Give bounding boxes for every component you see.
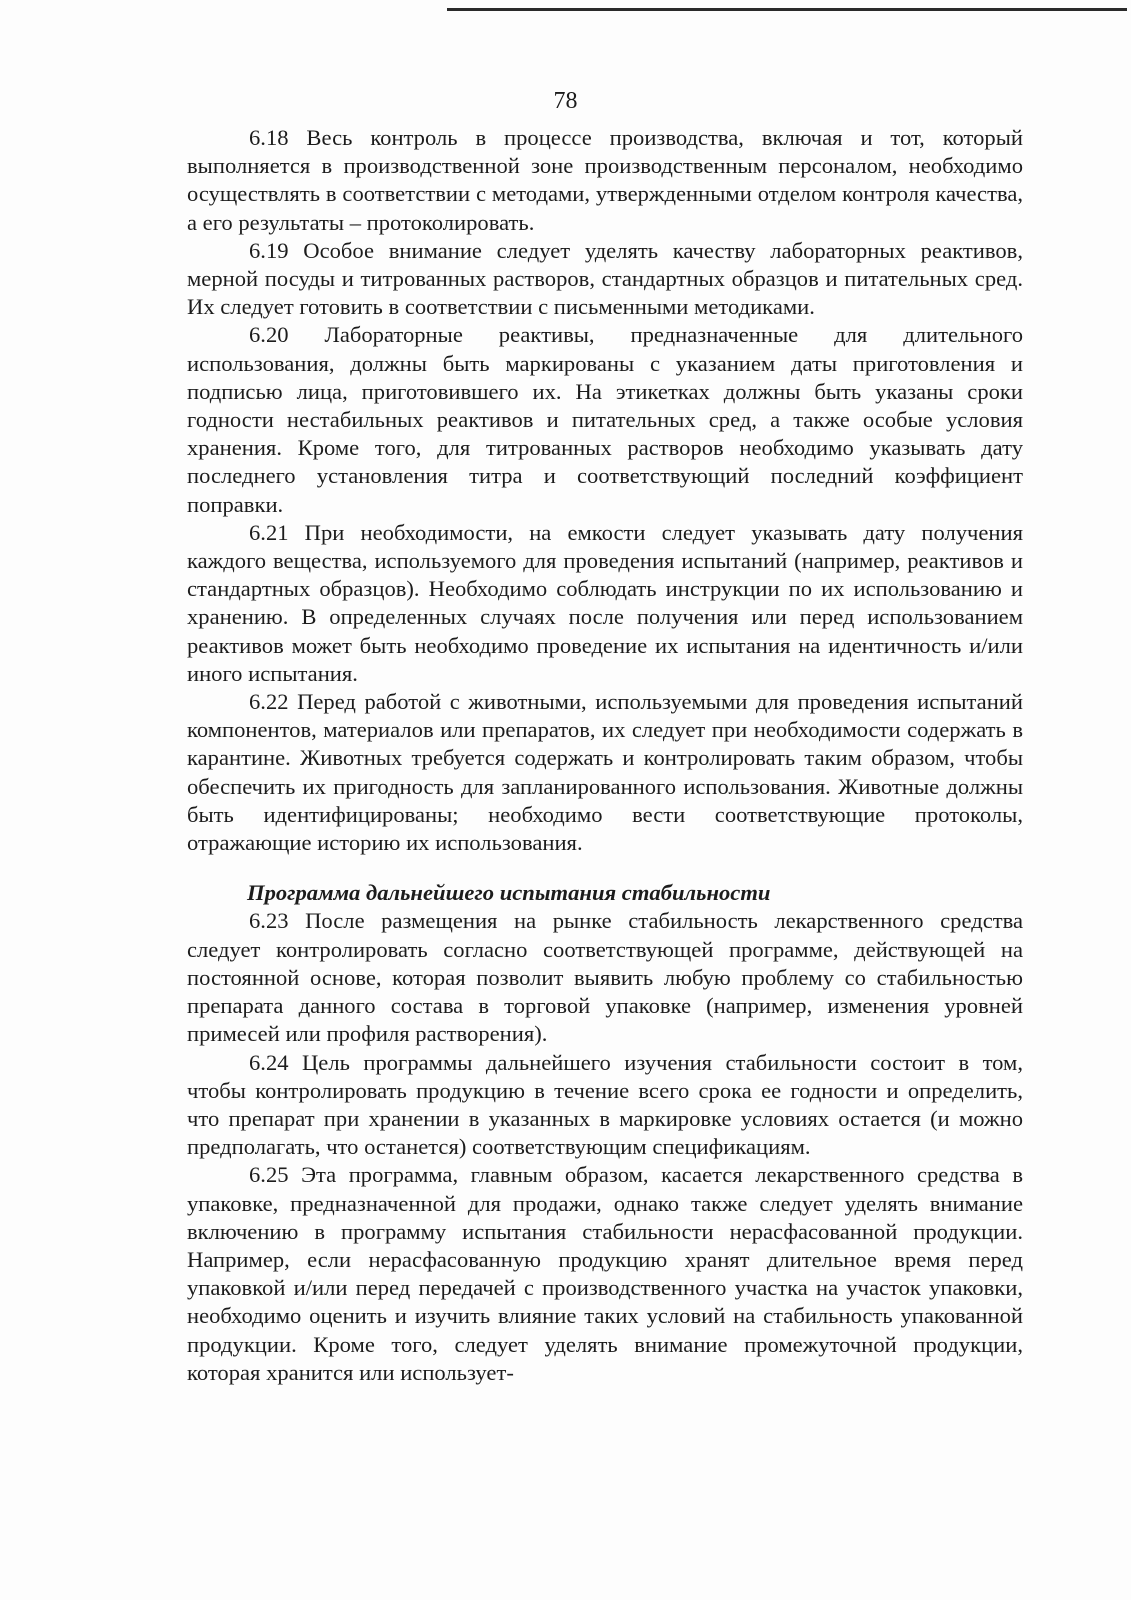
paragraph-6-21: 6.21 При необходимости, на емкости следует указывать дату получения каждого вещества, используемого для проведения испытаний (например, реактивов и стандартных образцов). Необходимо соблюдать инструкции по их использованию и хранению. В определенных случаях после получения или перед использованием реактивов может быть необходимо проведение их испытания на идентичность и/или иного испытания. [187,519,1023,686]
paragraph-6-25: 6.25 Эта программа, главным образом, касается лекарственного средства в упаковке, предназначенной для продажи, однако также следует уделять внимание включению в программу испытания стабильности нерасфасованной продукции. Например, если нерасфасованную продукцию хранят длительное время перед упаковкой и/или перед передачей с производственного участка на участок упаковки, необходимо оценить и изучить влияние таких условий на стабильность упакованной продукции. Кроме того, следует уделять внимание промежуточной продукции, которая хранится или использует- [187,1162,1023,1385]
paragraph-6-24: 6.24 Цель программы дальнейшего изучения стабильности состоит в том, чтобы контролировать продукцию в течение всего срока ее годности и определить, что препарат при хранении в указанных в маркировке условиях остается (и можно предполагать, что останется) соответствующим спецификациям. [187,1049,1023,1160]
top-rule [447,8,1127,11]
page-number: 78 [553,88,578,114]
paragraph-6-18: 6.18 Весь контроль в процессе производства, включая и тот, который выполняется в производственной зоне производственным персоналом, необходимо осуществлять в соответствии с методами, утвержденными отделом контроля качества, а его результаты – протоколировать. [187,125,1023,235]
paragraph-6-23: 6.23 После размещения на рынке стабильность лекарственного средства следует контролировать согласно соответствующей программе, действующей на постоянной основе, которая позволит выявить любую проблему со стабильностью препарата данного состава в торговой упаковке (например, изменения уровней примесей или профиля растворения). [187,908,1023,1047]
section-heading: Программа дальнейшего испытания стабильности [247,880,771,906]
document-body [187,124,1023,1387]
paragraph-6-20: 6.20 Лабораторные реактивы, предназначенные для длительного использования, должны быть маркированы с указанием даты приготовления и подписью лица, приготовившего их. На этикетках должны быть указаны сроки годности нестабильных реактивов и питательных сред, а также особые условия хранения. Кроме того, для титрованных растворов необходимо указывать дату последнего установления титра и соответствующий последний коэффициент поправки. [187,322,1023,517]
paragraph-6-22: 6.22 Перед работой с животными, используемыми для проведения испытаний компонентов, материалов или препаратов, их следует при необходимости содержать в карантине. Животных требуется содержать и контролировать таким образом, чтобы обеспечить их пригодность для запланированного использования. Животные должны быть идентифицированы; необходимо вести соответствующие протоколы, отражающие историю их использования. [187,689,1023,856]
paragraph-6-19: 6.19 Особое внимание следует уделять качеству лабораторных реактивов, мерной посуды и титрованных растворов, стандартных образцов и питательных сред. Их следует готовить в соответствии с письменными методиками. [187,237,1023,320]
